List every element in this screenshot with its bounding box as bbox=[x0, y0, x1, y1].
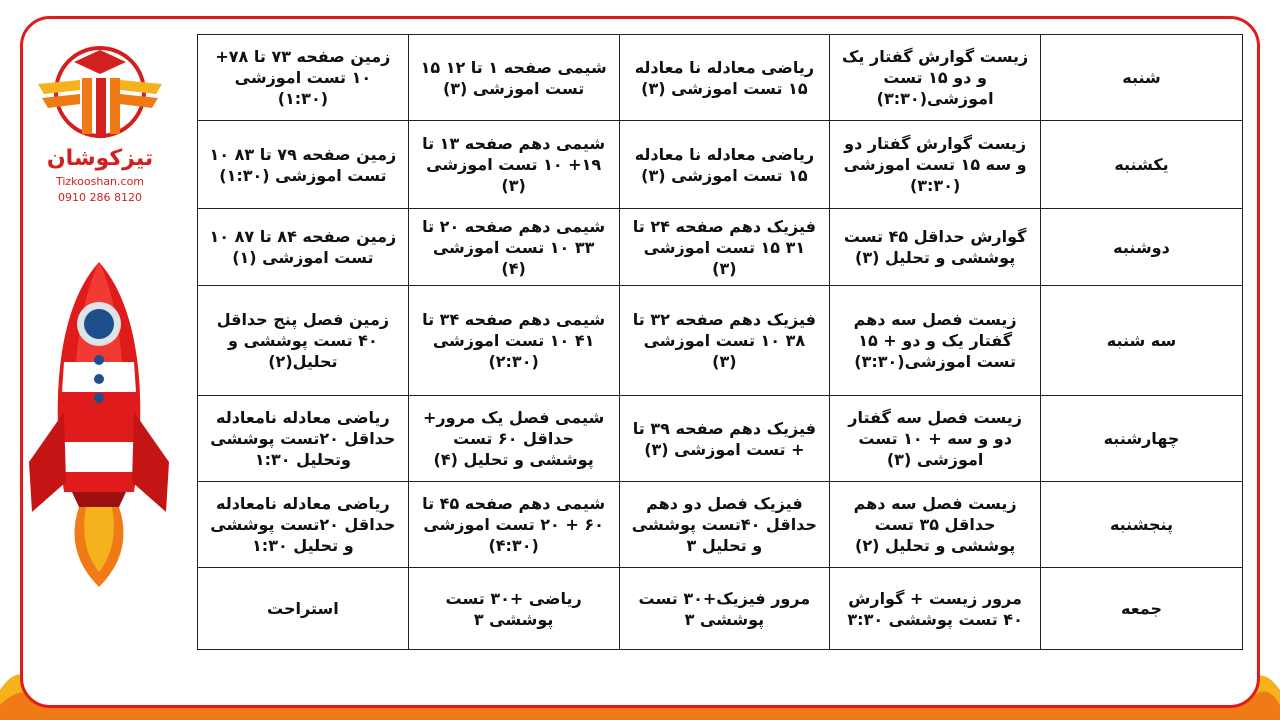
table-row bbox=[198, 568, 1243, 650]
table-cell: فیزیک فصل دو دهم حداقل ۴۰تست پوششی و تحلیل ۳ bbox=[619, 482, 830, 568]
day-cell: چهارشنبه bbox=[1041, 396, 1243, 482]
day-cell: یکشنبه bbox=[1041, 121, 1243, 209]
day-cell: پنجشنبه bbox=[1041, 482, 1243, 568]
table-cell: ریاضی +۳۰ تست پوششی ۳ bbox=[408, 568, 619, 650]
table-row bbox=[198, 209, 1243, 286]
table-cell: شیمی دهم صفحه ۳۴ تا ۴۱ ۱۰ تست اموزشی (۲:۳۰) bbox=[408, 286, 619, 396]
table-cell: استراحت bbox=[198, 568, 409, 650]
table-cell: شیمی دهم صفحه ۱۳ تا ۱۹+ ۱۰ تست اموزشی (۳) bbox=[408, 121, 619, 209]
table-cell: ریاضی معادله نامعادله حداقل ۲۰تست پوششی و تحلیل ۱:۳۰ bbox=[198, 482, 409, 568]
table-cell: زیست فصل سه دهم حداقل ۳۵ تست پوششی و تحلیل (۲) bbox=[830, 482, 1041, 568]
table-cell: زمین صفحه ۷۹ تا ۸۳ ۱۰ تست اموزشی (۱:۳۰) bbox=[198, 121, 409, 209]
day-cell: سه شنبه bbox=[1041, 286, 1243, 396]
table-cell: مرور فیزیک+۳۰ تست پوششی ۳ bbox=[619, 568, 830, 650]
table-cell: زمین فصل پنج حداقل ۴۰ تست پوششی و تحلیل(۲) bbox=[198, 286, 409, 396]
day-cell: دوشنبه bbox=[1041, 209, 1243, 286]
table-row bbox=[198, 482, 1243, 568]
brand-name: تیزکوشان bbox=[46, 146, 154, 171]
rocket-icon bbox=[24, 262, 174, 592]
day-cell: جمعه bbox=[1041, 568, 1243, 650]
table-row bbox=[198, 396, 1243, 482]
table-cell: گوارش حداقل ۴۵ تست پوششی و تحلیل (۳) bbox=[830, 209, 1041, 286]
table-cell: شیمی دهم صفحه ۴۵ تا ۶۰ + ۲۰ تست اموزشی (۴:۳۰) bbox=[408, 482, 619, 568]
table-cell: فیزیک دهم صفحه ۳۲ تا ۳۸ ۱۰ تست اموزشی (۳) bbox=[619, 286, 830, 396]
table-cell: ریاضی معادله نا معادله ۱۵ تست اموزشی (۳) bbox=[619, 121, 830, 209]
table-cell: ریاضی معادله نا معادله ۱۵ تست اموزشی (۳) bbox=[619, 35, 830, 121]
table-cell: ریاضی معادله نامعادله حداقل ۲۰تست پوششی وتحلیل ۱:۳۰ bbox=[198, 396, 409, 482]
table-cell: زیست گوارش گفتار یک و دو ۱۵ تست اموزشی(۳:۳۰) bbox=[830, 35, 1041, 121]
table-cell: زیست فصل سه گفتار دو و سه + ۱۰ تست اموزشی (۳) bbox=[830, 396, 1041, 482]
brand-phone: 0910 286 8120 bbox=[58, 191, 142, 204]
table-cell: زیست فصل سه دهم گفتار یک و دو + ۱۵ تست اموزشی(۳:۳۰) bbox=[830, 286, 1041, 396]
weekly-schedule-table bbox=[197, 34, 1243, 650]
table-cell: زمین صفحه ۸۴ تا ۸۷ ۱۰ تست اموزشی (۱) bbox=[198, 209, 409, 286]
table-cell: شیمی صفحه ۱ تا ۱۲ ۱۵ تست اموزشی (۳) bbox=[408, 35, 619, 121]
table-cell: زیست گوارش گفتار دو و سه ۱۵ تست اموزشی (۳:۳۰) bbox=[830, 121, 1041, 209]
table-cell: زمین صفحه ۷۳ تا ۷۸+ ۱۰ تست اموزشی (۱:۳۰) bbox=[198, 35, 409, 121]
table-cell: شیمی دهم صفحه ۲۰ تا ۳۳ ۱۰ تست اموزشی (۴) bbox=[408, 209, 619, 286]
table-cell: فیزیک دهم صفحه ۲۴ تا ۳۱ ۱۵ تست اموزشی (۳) bbox=[619, 209, 830, 286]
table-row bbox=[198, 121, 1243, 209]
table-cell: شیمی فصل یک مرور+ حداقل ۶۰ تست پوششی و تحلیل (۴) bbox=[408, 396, 619, 482]
brand-website[interactable]: Tizkooshan.com bbox=[55, 175, 145, 188]
day-cell: شنبه bbox=[1041, 35, 1243, 121]
table-cell: مرور زیست + گوارش ۴۰ تست پوششی ۳:۳۰ bbox=[830, 568, 1041, 650]
table-cell: فیزیک دهم صفحه ۳۹ تا + تست اموزشی (۳) bbox=[619, 396, 830, 482]
table-row bbox=[198, 286, 1243, 396]
table-row bbox=[198, 35, 1243, 121]
